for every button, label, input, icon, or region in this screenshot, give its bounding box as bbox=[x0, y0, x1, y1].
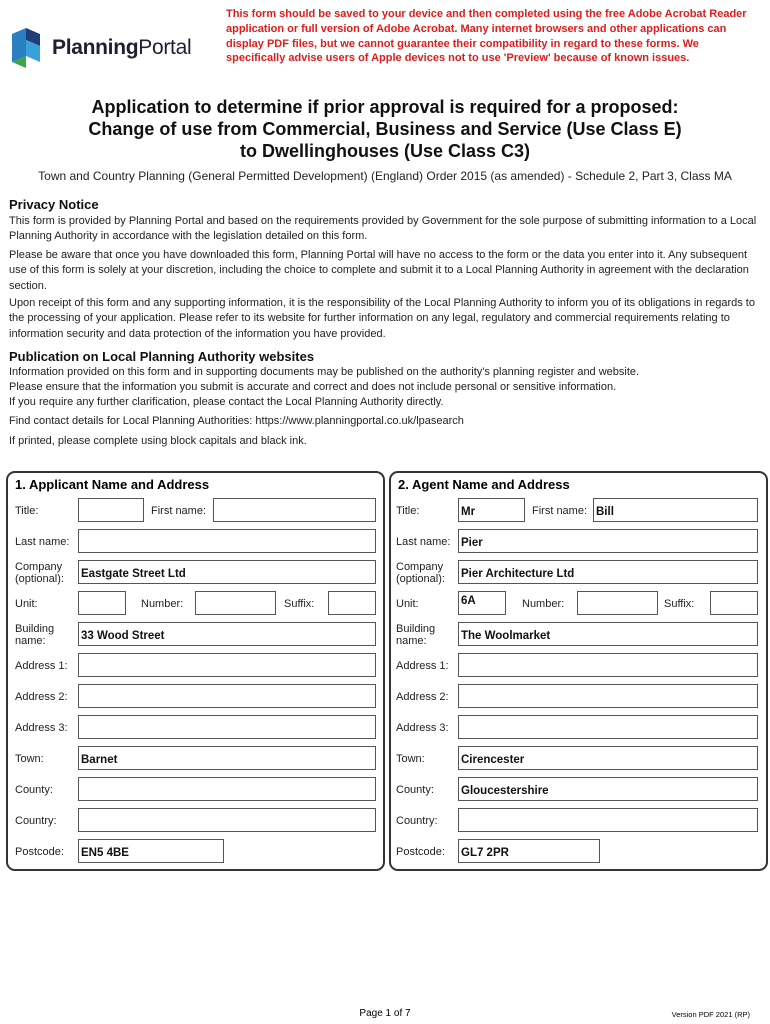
applicant-number-field[interactable] bbox=[195, 591, 276, 615]
applicant-town-field[interactable]: Barnet bbox=[78, 746, 376, 770]
applicant-suffix-field[interactable] bbox=[328, 591, 376, 615]
applicant-last-name-field[interactable] bbox=[78, 529, 376, 553]
agent-suffix-label: Suffix: bbox=[664, 598, 695, 610]
agent-unit-field[interactable]: 6A bbox=[458, 591, 506, 615]
applicant-country-field[interactable] bbox=[78, 808, 376, 832]
lpa-search-link-text: Find contact details for Local Planning Authorities: https://www.planningportal.co.uk/lpasearch bbox=[9, 415, 464, 427]
logo-wordmark: PlanningPortal bbox=[52, 36, 192, 59]
applicant-company-field[interactable]: Eastgate Street Ltd bbox=[78, 560, 376, 584]
agent-building-field[interactable]: The Woolmarket bbox=[458, 622, 758, 646]
agent-address3-field[interactable] bbox=[458, 715, 758, 739]
agent-address3-label: Address 3: bbox=[396, 722, 449, 734]
publication-heading: Publication on Local Planning Authority websites bbox=[9, 349, 315, 364]
planning-portal-logo bbox=[8, 26, 208, 70]
agent-country-label: Country: bbox=[396, 815, 438, 827]
agent-address2-field[interactable] bbox=[458, 684, 758, 708]
agent-first-name-field[interactable]: Bill bbox=[593, 498, 758, 522]
publication-paragraph-2: Please ensure that the information you submit is accurate and correct and does not include personal or sensitive information. bbox=[9, 381, 617, 393]
applicant-unit-label: Unit: bbox=[15, 598, 38, 610]
agent-company-field[interactable]: Pier Architecture Ltd bbox=[458, 560, 758, 584]
privacy-notice-heading: Privacy Notice bbox=[9, 197, 99, 212]
privacy-paragraph-2: Please be aware that once you have downloaded this form, Planning Portal will have no access to the form or the data you enter into it. Any subsequent use of this form is solely at your discretion, including the choice to complete and submit it to a Local Planning Authority in agreement with the declaration section. bbox=[9, 249, 749, 292]
agent-address2-label: Address 2: bbox=[396, 691, 449, 703]
applicant-panel-title: 1. Applicant Name and Address bbox=[15, 477, 210, 492]
agent-panel bbox=[389, 471, 768, 871]
block-capitals-note: If printed, please complete using block capitals and black ink. bbox=[9, 435, 307, 447]
applicant-address3-label: Address 3: bbox=[15, 722, 68, 734]
agent-postcode-field[interactable]: GL7 2PR bbox=[458, 839, 600, 863]
agent-title-label: Title: bbox=[396, 505, 420, 517]
agent-suffix-field[interactable] bbox=[710, 591, 758, 615]
agent-unit-label: Unit: bbox=[396, 598, 419, 610]
agent-address1-field[interactable] bbox=[458, 653, 758, 677]
privacy-paragraph-1: This form is provided by Planning Portal and based on the requirements provided by Government for the sole purpose of submitting information to a Local Planning Authority in accordance with the legislation detailed on this form. bbox=[9, 215, 757, 243]
agent-country-field[interactable] bbox=[458, 808, 758, 832]
agent-address1-label: Address 1: bbox=[396, 660, 449, 672]
applicant-county-label: County: bbox=[15, 784, 53, 796]
applicant-first-name-field[interactable] bbox=[213, 498, 376, 522]
applicant-number-label: Number: bbox=[141, 598, 184, 610]
page-number: Page 1 of 7 bbox=[359, 1008, 411, 1019]
publication-paragraph-3: If you require any further clarification, please contact the Local Planning Authority directly. bbox=[9, 396, 444, 408]
privacy-paragraph-3: Upon receipt of this form and any supporting information, it is the responsibility of the Local Planning Authority to inform you of its obligations in regards to the processing of your application. Please refer to its website for further information on any legal, regulatory and commercial requirements relating to information security and data protection of the information you have provided. bbox=[9, 297, 755, 340]
form-title: Application to determine if prior approval is required for a proposed: Change of use from Commercial, Business and Service (Use Class E) to Dwellinghouses (Use Class C3) bbox=[88, 97, 682, 161]
agent-number-label: Number: bbox=[522, 598, 565, 610]
applicant-company-label: Company (optional): bbox=[15, 561, 64, 585]
applicant-county-field[interactable] bbox=[78, 777, 376, 801]
applicant-address1-field[interactable] bbox=[78, 653, 376, 677]
agent-company-label: Company (optional): bbox=[396, 561, 445, 585]
applicant-address1-label: Address 1: bbox=[15, 660, 68, 672]
applicant-country-label: Country: bbox=[15, 815, 57, 827]
compatibility-warning: This form should be saved to your device and then completed using the free Adobe Acrobat Reader application or full version of Adobe Acrobat. Many internet browsers and other applications can display PDF files, but we cannot guarantee their compatibility in regard to these forms. We specifically advise users of Apple devices not to use 'Preview' because of known issues. bbox=[226, 8, 747, 65]
agent-postcode-label: Postcode: bbox=[396, 846, 445, 858]
agent-last-name-field[interactable]: Pier bbox=[458, 529, 758, 553]
applicant-first-name-label: First name: bbox=[151, 505, 207, 517]
agent-panel-title: 2. Agent Name and Address bbox=[398, 477, 570, 492]
agent-title-field[interactable]: Mr bbox=[458, 498, 525, 522]
agent-number-field[interactable] bbox=[577, 591, 658, 615]
applicant-building-label: Building name: bbox=[15, 623, 55, 647]
applicant-postcode-label: Postcode: bbox=[15, 846, 64, 858]
legislation-subtitle: Town and Country Planning (General Permitted Development) (England) Order 2015 (as amended) - Schedule 2, Part 3, Class MA bbox=[38, 169, 732, 183]
agent-town-field[interactable]: Cirencester bbox=[458, 746, 758, 770]
applicant-title-label: Title: bbox=[15, 505, 39, 517]
applicant-address3-field[interactable] bbox=[78, 715, 376, 739]
agent-first-name-label: First name: bbox=[532, 505, 588, 517]
agent-county-field[interactable]: Gloucestershire bbox=[458, 777, 758, 801]
applicant-suffix-label: Suffix: bbox=[284, 598, 315, 610]
applicant-unit-field[interactable] bbox=[78, 591, 126, 615]
version-label: Version PDF 2021 (RP) bbox=[671, 1010, 750, 1019]
planning-portal-logo-icon bbox=[8, 26, 48, 70]
agent-county-label: County: bbox=[396, 784, 434, 796]
applicant-panel bbox=[6, 471, 385, 871]
applicant-town-label: Town: bbox=[15, 753, 44, 765]
applicant-address2-label: Address 2: bbox=[15, 691, 68, 703]
applicant-building-field[interactable]: 33 Wood Street bbox=[78, 622, 376, 646]
agent-last-name-label: Last name: bbox=[396, 536, 451, 548]
applicant-title-field[interactable] bbox=[78, 498, 144, 522]
applicant-address2-field[interactable] bbox=[78, 684, 376, 708]
agent-town-label: Town: bbox=[396, 753, 425, 765]
agent-building-label: Building name: bbox=[396, 623, 436, 647]
applicant-postcode-field[interactable]: EN5 4BE bbox=[78, 839, 224, 863]
applicant-last-name-label: Last name: bbox=[15, 536, 70, 548]
publication-paragraph-1: Information provided on this form and in supporting documents may be published on the authority's planning register and website. bbox=[9, 366, 640, 378]
